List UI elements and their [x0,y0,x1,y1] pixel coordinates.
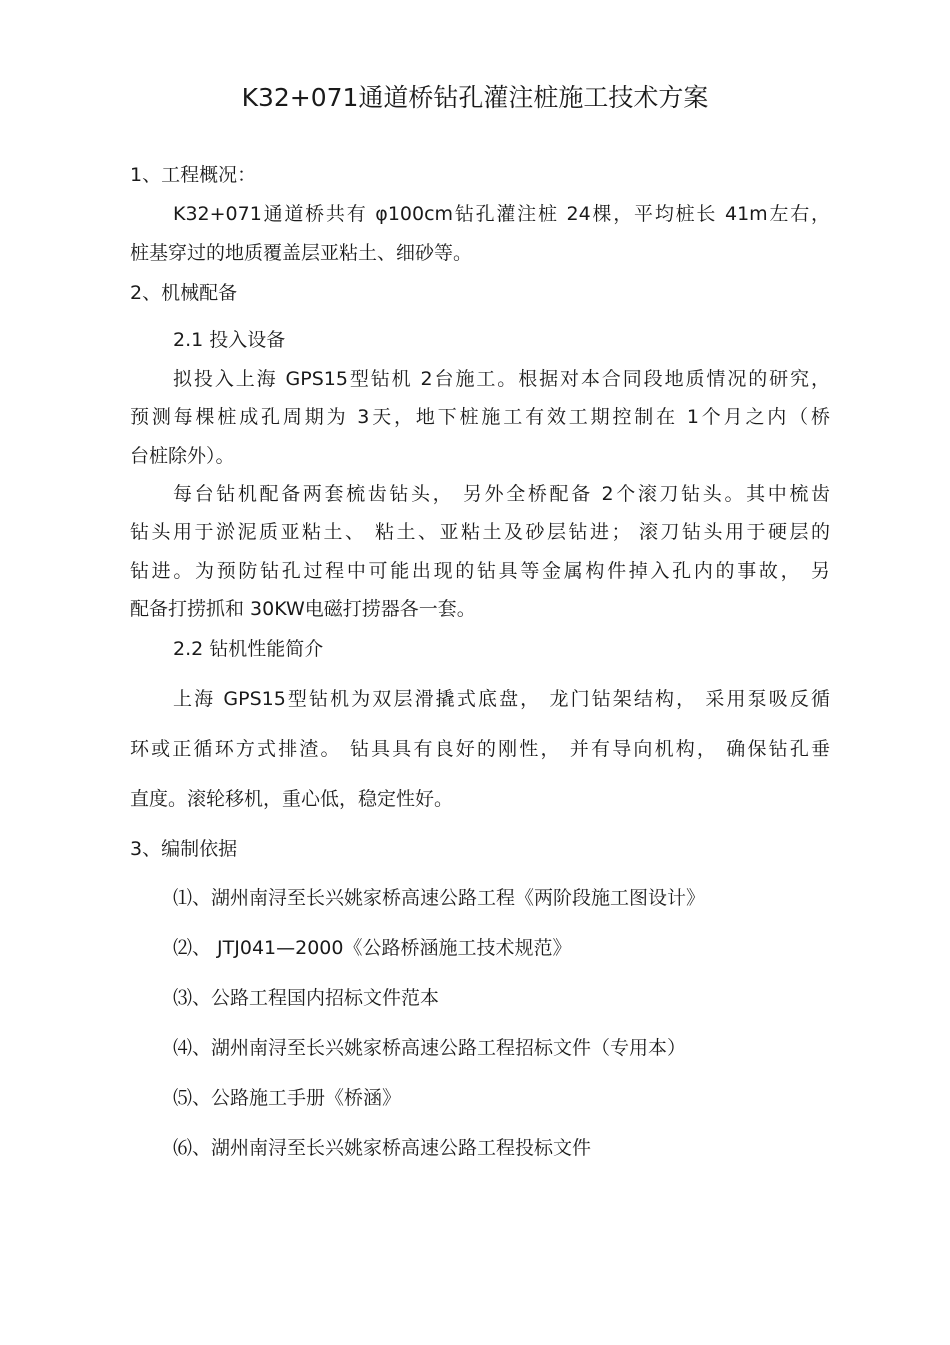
section-3-item-3: ⑶、公路工程国内招标文件范本 [173,987,440,1009]
section-2-1-para2-line-3: 钻进。为预防钻孔过程中可能出现的钻具等金属构件掉入孔内的事故， 另 [130,560,830,582]
section-1-heading: 1、工程概况： [130,164,257,186]
document-title: K32+071通道桥钻孔灌注桩施工技术方案 [241,83,709,112]
section-2-1-para1-line-1: 拟投入上海 GPS15型钻机 2台施工。根据对本合同段地质情况的研究， [173,368,830,390]
section-2-heading: 2、机械配备 [130,282,238,304]
section-2-2-heading: 2.2 钻机性能简介 [173,638,324,660]
section-3-heading: 3、编制依据 [130,838,238,860]
section-3-item-1: ⑴、湖州南浔至长兴姚家桥高速公路工程《两阶段施工图设计》 [173,887,706,909]
section-3-item-5: ⑸、公路施工手册《桥涵》 [173,1087,402,1109]
section-2-1-para2-line-2: 钻头用于淤泥质亚粘土、 粘土、亚粘土及砂层钻进； 滚刀钻头用于硬层的 [130,521,830,543]
section-2-1-para1-line-3: 台桩除外）。 [130,445,235,467]
section-2-2-para-line-2: 环或正循环方式排渣。 钻具具有良好的刚性， 并有导向机构， 确保钻孔垂 [130,738,830,760]
section-2-2-para-line-1: 上海 GPS15型钻机为双层滑撬式底盘， 龙门钻架结构， 采用泵吸反循 [173,688,830,710]
section-2-2-para-line-3: 直度。滚轮移机，重心低，稳定性好。 [130,788,454,810]
section-2-1-para2-line-1: 每台钻机配备两套梳齿钻头， 另外全桥配备 2个滚刀钻头。其中梳齿 [173,483,830,505]
section-2-1-para2-line-4: 配备打捞抓和 30KW电磁打捞器各一套。 [130,598,476,620]
section-3-item-4: ⑷、湖州南浔至长兴姚家桥高速公路工程招标文件（专用本） [173,1037,687,1059]
section-1-para-line-1: K32+071通道桥共有 φ100cm钻孔灌注桩 24棵，平均桩长 41m左右， [173,203,830,225]
section-2-1-para1-line-2: 预测每棵桩成孔周期为 3天，地下桩施工有效工期控制在 1个月之内（桥 [130,406,830,428]
section-2-1-heading: 2.1 投入设备 [173,329,286,351]
section-1-para-line-2: 桩基穿过的地质覆盖层亚粘土、细砂等。 [130,242,473,264]
section-3-item-6: ⑹、湖州南浔至长兴姚家桥高速公路工程投标文件 [173,1137,592,1159]
section-3-item-2: ⑵、 JTJ041—2000《公路桥涵施工技术规范》 [173,937,572,959]
